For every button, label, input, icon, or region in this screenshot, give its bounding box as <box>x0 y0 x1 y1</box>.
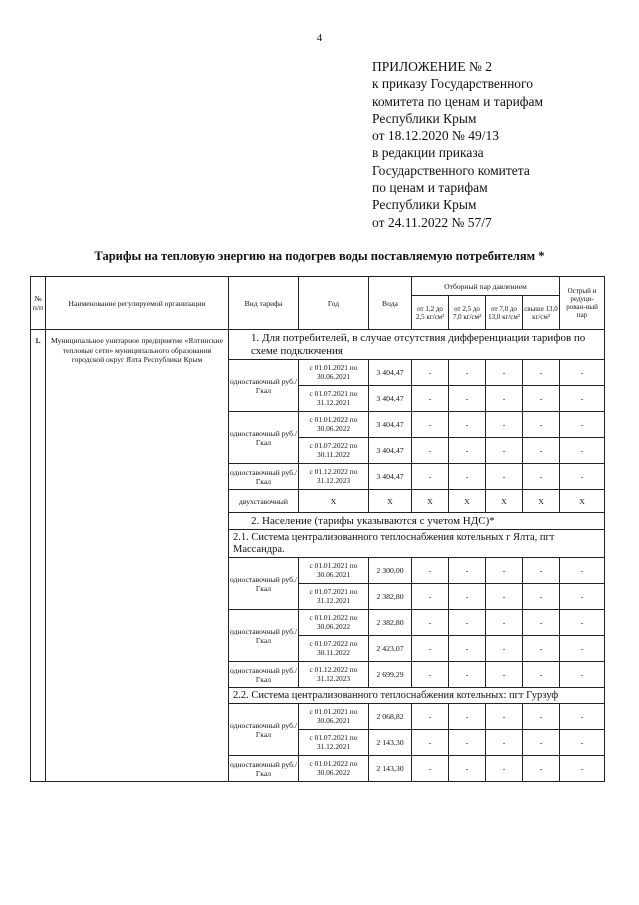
dash-cell: - <box>486 610 523 636</box>
water-value: 2 068,82 <box>369 704 412 730</box>
header-sharp-steam: Острый и редуци-рован-ный пар <box>560 277 605 330</box>
tariff-type: одноставочный руб./Гкал <box>229 412 299 464</box>
water-value: 2 699,29 <box>369 662 412 688</box>
dash-cell: - <box>523 360 560 386</box>
water-value: 2 382,80 <box>369 610 412 636</box>
appendix-line: ПРИЛОЖЕНИЕ № 2 <box>372 59 493 74</box>
dash-cell: - <box>523 464 560 490</box>
header-org: Наименование регулируемой организации <box>46 277 229 330</box>
header-row <box>31 277 605 296</box>
header-year: Год <box>299 277 369 330</box>
x-cell: Х <box>523 490 560 513</box>
dash-cell: - <box>523 558 560 584</box>
dash-cell: - <box>560 662 605 688</box>
appendix-line: от 18.12.2020 № 49/13 <box>372 128 499 144</box>
dash-cell: - <box>523 438 560 464</box>
dash-cell: - <box>412 636 449 662</box>
section-1-title: 1. Для потребителей, в случае отсутствия дифференциации тарифов по схеме подключения <box>229 330 605 360</box>
dash-cell: - <box>412 584 449 610</box>
tariff-type: одноставочный руб./Гкал <box>229 704 299 756</box>
dash-cell: - <box>449 438 486 464</box>
dash-cell: - <box>486 558 523 584</box>
tariff-table-body <box>31 277 605 782</box>
water-value: 3 404,47 <box>369 412 412 438</box>
appendix-line: комитета по ценам и тарифам <box>372 93 544 109</box>
table-title: Тарифы на тепловую энергию на подогрев воды поставляемую потребителям * <box>94 249 545 263</box>
dash-cell: - <box>449 386 486 412</box>
dash-cell: - <box>486 438 523 464</box>
period-cell: с 01.01.2022 по 30.06.2022 <box>299 412 369 438</box>
period-cell: с 01.07.2021 по 31.12.2021 <box>299 730 369 756</box>
period-cell: с 01.12.2022 по 31.12.2023 <box>299 464 369 490</box>
header-pressure-4: свыше 13,0 кг/см² <box>523 296 560 330</box>
appendix-line: Государственного комитета <box>372 162 530 178</box>
dash-cell: - <box>449 610 486 636</box>
water-value: 2 143,30 <box>369 756 412 782</box>
appendix-line: по ценам и тарифам <box>372 180 488 196</box>
dash-cell: - <box>560 464 605 490</box>
subsection-2-1-title: 2.1. Система централизованного теплоснабжения котельных г Ялта, пгт Массандра. <box>229 530 605 558</box>
x-cell: Х <box>486 490 523 513</box>
page-number: 4 <box>316 32 323 44</box>
x-cell: Х <box>449 490 486 513</box>
x-cell: Х <box>560 490 605 513</box>
dash-cell: - <box>560 704 605 730</box>
tariff-type: одноставочный руб./Гкал <box>229 360 299 412</box>
dash-cell: - <box>486 464 523 490</box>
dash-cell: - <box>412 464 449 490</box>
period-cell: с 01.01.2021 по 30.06.2021 <box>299 704 369 730</box>
header-pressure-2: от 2,5 до 7,0 кг/см² <box>449 296 486 330</box>
water-value: 3 404,47 <box>369 464 412 490</box>
tariff-type: одноставочный руб./Гкал <box>229 558 299 610</box>
dash-cell: - <box>560 558 605 584</box>
dash-cell: - <box>412 438 449 464</box>
tariff-type-two-part: двухставочный <box>229 490 299 513</box>
dash-cell: - <box>523 386 560 412</box>
dash-cell: - <box>412 662 449 688</box>
water-value: 3 404,47 <box>369 438 412 464</box>
water-value: 3 404,47 <box>369 360 412 386</box>
appendix-line: в редакции приказа <box>372 145 484 161</box>
appendix-line: к приказу Государственного <box>372 76 534 92</box>
x-cell: Х <box>299 490 369 513</box>
appendix-line: от 24.11.2022 № 57/7 <box>372 214 492 230</box>
dash-cell: - <box>412 386 449 412</box>
dash-cell: - <box>449 662 486 688</box>
period-cell: с 01.07.2022 по 30.11.2022 <box>299 636 369 662</box>
water-value: 3 404,47 <box>369 386 412 412</box>
dash-cell: - <box>412 730 449 756</box>
org-name: Муниципальное унитарное предприятие «Ялтинские тепловые сети» муниципального образования городской округ Ялта Республики Крым <box>46 330 229 782</box>
dash-cell: - <box>449 360 486 386</box>
x-cell: Х <box>412 490 449 513</box>
dash-cell: - <box>486 386 523 412</box>
x-cell: Х <box>369 490 412 513</box>
period-cell: с 01.07.2022 по 30.11.2022 <box>299 438 369 464</box>
dash-cell: - <box>486 412 523 438</box>
dash-cell: - <box>486 756 523 782</box>
dash-cell: - <box>486 662 523 688</box>
dash-cell: - <box>560 360 605 386</box>
period-cell: с 01.01.2021 по 30.06.2021 <box>299 360 369 386</box>
period-cell: с 01.01.2022 по 30.06.2022 <box>299 756 369 782</box>
dash-cell: - <box>560 584 605 610</box>
section-2-title: 2. Население (тарифы указываются с учетом НДС)* <box>229 513 605 530</box>
period-cell: с 01.07.2021 по 31.12.2021 <box>299 584 369 610</box>
dash-cell: - <box>523 636 560 662</box>
dash-cell: - <box>560 386 605 412</box>
dash-cell: - <box>412 610 449 636</box>
dash-cell: - <box>523 662 560 688</box>
period-cell: с 01.01.2022 по 30.06.2022 <box>299 610 369 636</box>
appendix-line: Республики Крым <box>372 110 477 126</box>
dash-cell: - <box>486 730 523 756</box>
water-value: 2 423,07 <box>369 636 412 662</box>
org-number: 1. <box>31 330 46 782</box>
dash-cell: - <box>523 730 560 756</box>
dash-cell: - <box>412 412 449 438</box>
header-water: Вода <box>369 277 412 330</box>
subsection-2-2-title: 2.2. Система централизованного теплоснабжения котельных: пгт Гурзуф <box>229 688 605 704</box>
appendix-block <box>372 58 632 231</box>
dash-cell: - <box>486 360 523 386</box>
dash-cell: - <box>560 730 605 756</box>
period-cell: с 01.01.2021 по 30.06.2021 <box>299 558 369 584</box>
dash-cell: - <box>412 360 449 386</box>
dash-cell: - <box>449 704 486 730</box>
dash-cell: - <box>560 756 605 782</box>
dash-cell: - <box>486 704 523 730</box>
header-tariff-type: Вид тарифа <box>229 277 299 330</box>
dash-cell: - <box>449 464 486 490</box>
dash-cell: - <box>486 584 523 610</box>
tariff-type: одноставочный руб./Гкал <box>229 662 299 688</box>
dash-cell: - <box>523 704 560 730</box>
appendix-line: Республики Крым <box>372 197 477 213</box>
dash-cell: - <box>412 756 449 782</box>
dash-cell: - <box>560 438 605 464</box>
dash-cell: - <box>449 636 486 662</box>
dash-cell: - <box>486 636 523 662</box>
dash-cell: - <box>412 558 449 584</box>
dash-cell: - <box>412 704 449 730</box>
header-num: № п/п <box>31 277 46 330</box>
dash-cell: - <box>560 610 605 636</box>
water-value: 2 300,00 <box>369 558 412 584</box>
tariff-type: одноставочный руб./Гкал <box>229 464 299 490</box>
dash-cell: - <box>449 584 486 610</box>
dash-cell: - <box>523 610 560 636</box>
dash-cell: - <box>523 584 560 610</box>
tariff-type: одноставочный руб./Гкал <box>229 756 299 782</box>
header-pressure-1: от 1,2 до 2,5 кг/см² <box>412 296 449 330</box>
period-cell: с 01.12.2022 по 31.12.2023 <box>299 662 369 688</box>
period-cell: с 01.07.2021 по 31.12.2021 <box>299 386 369 412</box>
dash-cell: - <box>560 636 605 662</box>
header-steam: Отборный пар давлением <box>412 277 560 296</box>
dash-cell: - <box>449 412 486 438</box>
header-pressure-3: от 7,0 до 13,0 кг/см² <box>486 296 523 330</box>
section-1-row <box>31 330 605 360</box>
dash-cell: - <box>523 412 560 438</box>
dash-cell: - <box>449 756 486 782</box>
dash-cell: - <box>560 412 605 438</box>
tariff-table <box>30 276 605 782</box>
water-value: 2 382,80 <box>369 584 412 610</box>
dash-cell: - <box>449 558 486 584</box>
tariff-type: одноставочный руб./Гкал <box>229 610 299 662</box>
dash-cell: - <box>523 756 560 782</box>
water-value: 2 143,30 <box>369 730 412 756</box>
dash-cell: - <box>449 730 486 756</box>
